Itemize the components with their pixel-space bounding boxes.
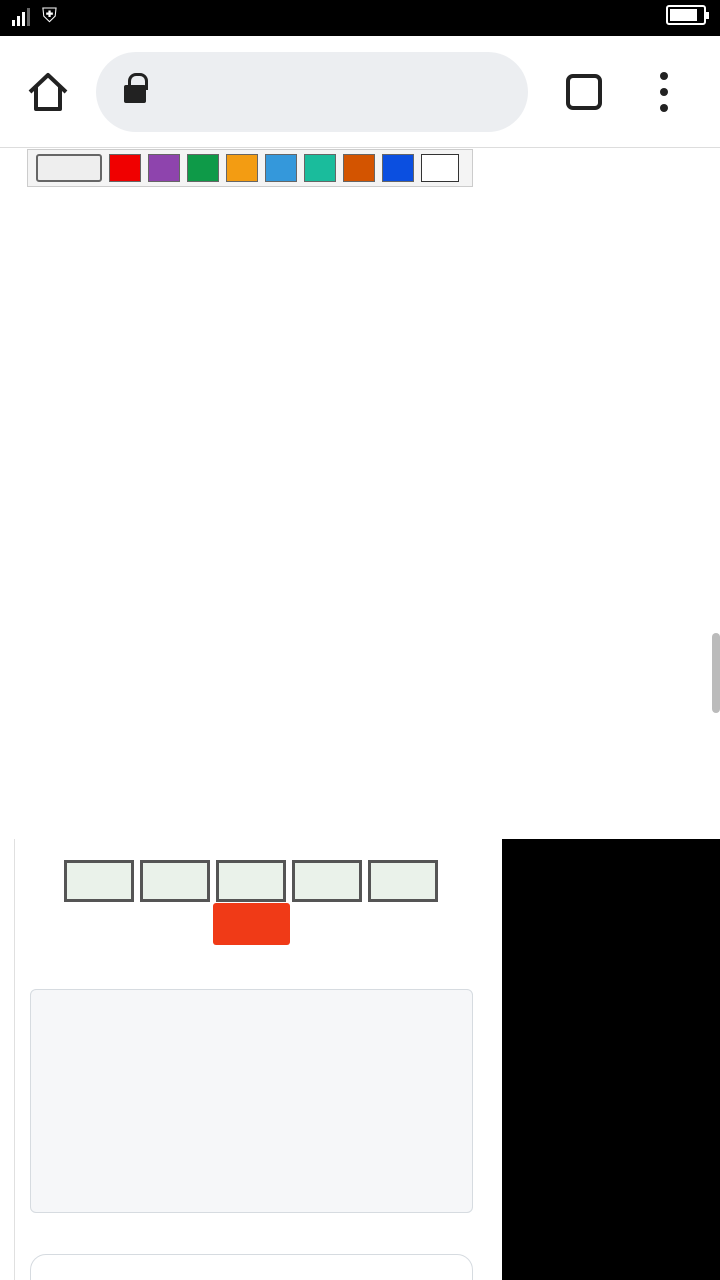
toolbar-reset-button[interactable] <box>36 154 102 182</box>
next-box <box>30 1254 473 1280</box>
address-bar[interactable] <box>96 52 528 132</box>
status-left <box>8 5 57 28</box>
content-border <box>14 839 15 1280</box>
paint-toolbar <box>27 149 473 187</box>
jml-button[interactable] <box>368 860 438 902</box>
shield-icon: ⛨ <box>42 5 57 27</box>
status-bar <box>0 0 720 36</box>
tab-switcher-button[interactable] <box>566 74 602 110</box>
brush-button[interactable] <box>421 154 459 182</box>
mode-buttons <box>64 860 438 902</box>
status-right <box>656 5 706 25</box>
battery-icon <box>666 5 706 25</box>
color-swatch-blue[interactable] <box>382 154 414 182</box>
scrollbar[interactable] <box>712 633 720 713</box>
home-icon[interactable] <box>26 70 70 114</box>
color-swatch-darkorange[interactable] <box>343 154 375 182</box>
color-swatch-red[interactable] <box>109 154 141 182</box>
color-swatch-lightblue[interactable] <box>265 154 297 182</box>
kop-button[interactable] <box>140 860 210 902</box>
ekr-button[interactable] <box>292 860 362 902</box>
color-swatch-teal[interactable] <box>304 154 336 182</box>
page-content <box>0 149 720 1280</box>
color-swatch-purple[interactable] <box>148 154 180 182</box>
kep-button[interactable] <box>216 860 286 902</box>
more-menu-icon[interactable] <box>656 72 672 114</box>
color-swatch-green[interactable] <box>187 154 219 182</box>
color-swatch-orange[interactable] <box>226 154 258 182</box>
browser-toolbar <box>0 36 720 148</box>
side-panel <box>502 839 720 1280</box>
signal-icon <box>12 8 30 26</box>
lock-icon <box>124 81 146 103</box>
as-button[interactable] <box>64 860 134 902</box>
reset-button[interactable] <box>213 903 290 945</box>
notice-box <box>30 989 473 1213</box>
